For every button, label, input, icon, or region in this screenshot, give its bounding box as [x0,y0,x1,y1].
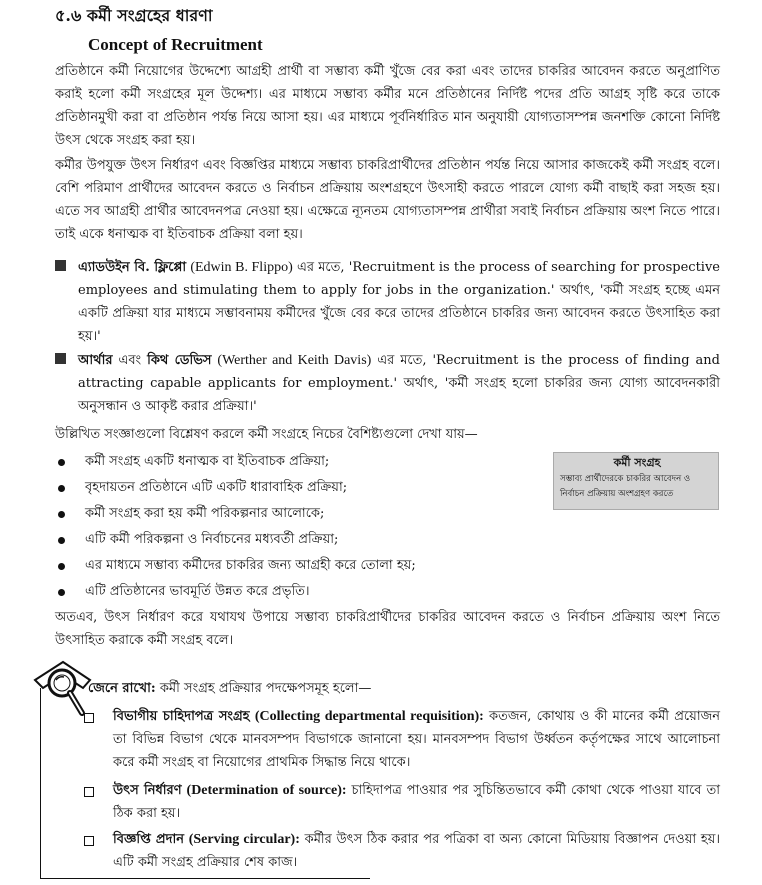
features-intro: উল্লিখিত সংজ্ঞাগুলো বিশ্লেষণ করলে কর্মী সংগ্রহে নিচের বৈশিষ্ট্যগুলো দেখা যায়— [55,427,478,442]
step-description: কর্মীর উৎস ঠিক করার পর পত্রিকা বা অন্য কোনো মিডিয়ায় বিজ্ঞাপন দেওয়া হয়। এটি কর্মী সংগ্রহ প্রক্রিয়ার শেষ কাজ। [113,832,720,870]
step-departmental-requisition [113,705,720,774]
margin-note-box [553,452,719,510]
werther-davis-quote-text: এর মতে, 'Recruitment is the process of finding and attracting capable applicants for employment.' অর্থাৎ, 'কর্মী সংগ্রহ হলো চাকরির জন্য যোগ্য আবেদনকারী অনুসন্ধান ও আকৃষ্ট করার প্রক্রিয়া।' [78,353,720,414]
step-title-english: (Serving circular): [188,832,300,847]
section-title-bengali: ৫.৬ কর্মী সংগ্রহের ধারণা [55,6,213,25]
list-item: এটি কর্মী পরিকল্পনা ও নির্বাচনের মধ্যবর্তী প্রক্রিয়া; [55,528,555,551]
step-title-english: (Collecting departmental requisition): [254,709,484,724]
step-title-bengali: উৎস নির্ধারণ [113,783,182,798]
note-border-bottom [40,878,370,879]
bullet-dot-icon [58,537,65,544]
square-bullet-icon [55,349,69,363]
step-serving-circular [113,828,720,874]
flippo-quote-text: এর মতে, 'Recruitment is the process of searching for prospective employees and stimulating them to apply for jobs in the organization.' অর্থাৎ, 'কর্মী সংগ্রহ হচ্ছে এমন একটি প্রক্রিয়া যার মাধ্যমে সম্ভাবনাময় কর্মীদের খুঁজে বের করে তাদের প্রতিষ্ঠানে চাকরির জন্য আবেদন করতে উৎসাহিত করা হয়।' [78,260,720,344]
list-item: এটি প্রতিষ্ঠানের ভাবমূর্তি উন্নত করে প্রভৃতি। [55,580,555,603]
werther-davis-quote [78,349,720,418]
davis-name-bengali: কিথ ডেভিস [147,353,212,368]
bullet-dot-icon [58,589,65,596]
margin-note-text: সম্ভাব্য প্রার্থীদেরকে চাকরির আবেদন ও নির্বাচন প্রক্রিয়ায় অংশগ্রহণ করতে [560,474,691,499]
flippo-quote [78,256,720,348]
note-heading [88,677,371,700]
square-bullet-icon [55,256,69,270]
bullet-dot-icon [58,459,65,466]
step-title-english: (Determination of source): [186,783,347,798]
bullet-dot-icon [58,485,65,492]
step-title-bengali: বিজ্ঞপ্তি প্রদান [113,832,184,847]
step-description: চাহিদাপত্র পাওয়ার পর সুচিন্তিতভাবে কর্মী কোথা থেকে পাওয়া যাবে তা ঠিক করা হয়। [113,783,721,821]
checkbox-bullet-icon [84,713,94,723]
conjunction: এবং [118,353,142,368]
list-item: এর মাধ্যমে সম্ভাব্য কর্মীদের চাকরির জন্য আগ্রহী করে তোলা হয়; [55,554,555,577]
checkbox-bullet-icon [84,787,94,797]
intro-paragraph: প্রতিষ্ঠানে কর্মী নিয়োগের উদ্দেশ্যে আগ্রহী প্রার্থী বা সম্ভাব্য কর্মী খুঁজে বের করা এবং তাদের চাকরির আবেদন করতে অনুপ্রাণিত করাই হলো কর্মী সংগ্রহের মূল উদ্দেশ্য। এর মাধ্যমে সম্ভাব্য কর্মীর মনে প্রতিষ্ঠানের নির্দিষ্ট পদের প্রতি আগ্রহ সৃষ্টি করে তাকে প্রতিষ্ঠানমুখী করা বা প্রতিষ্ঠান পর্যন্ত নিয়ে আসা হয়। এর মাধ্যমে পূর্বনির্ধারিত মান অনুযায়ী যোগ্যতাসম্পন্ন জনশক্তি কোনো নির্দিষ্ট উৎস থেকে সংগ্রহ করা হয়। [55,64,720,148]
bullet-dot-icon [58,563,65,570]
note-label: জেনে রাখো: [88,681,156,696]
list-item: কর্মী সংগ্রহ একটি ধনাত্মক বা ইতিবাচক প্রক্রিয়া; [55,450,555,473]
conclusion-paragraph: অতএব, উৎস নির্ধারণ করে যথাযথ উপায়ে সম্ভাব্য চাকরিপ্রার্থীদের চাকরির আবেদন করতে ও নির্বাচন প্রক্রিয়ায় অংশ নিতে উৎসাহিত করাকে কর্মী সংগ্রহ বলে। [55,610,720,648]
step-title-bengali: বিভাগীয় চাহিদাপত্র সংগ্রহ [113,709,250,724]
bullet-dot-icon [58,511,65,518]
definition-paragraph: কর্মীর উপযুক্ত উৎস নির্ধারণ এবং বিজ্ঞপ্তির মাধ্যমে সম্ভাব্য চাকরিপ্রার্থীদের প্রতিষ্ঠান পর্যন্ত নিয়ে আসার কাজকেই কর্মী সংগ্রহ বলে। বেশি পরিমাণ প্রার্থীদের আবেদন করতে ও নির্বাচন প্রক্রিয়ায় অংশগ্রহণে উৎসাহী করতে পারলে যোগ্য কর্মী বাছাই করা সহজ হয়। এতে সব আগ্রহী প্রার্থীর আবেদনপত্র নেওয়া হয়। এক্ষেত্রে ন্যূনতম যোগ্যতাসম্পন্ন প্রার্থীরা সবাই নির্বাচন প্রক্রিয়ায় অংশ নিতে পারে। তাই একে ধনাত্মক বা ইতিবাচক প্রক্রিয়া বলা হয়। [55,158,720,242]
list-item: কর্মী সংগ্রহ করা হয় কর্মী পরিকল্পনার আলোকে; [55,502,555,525]
list-item: বৃহদায়তন প্রতিষ্ঠানে এটি একটি ধারাবাহিক প্রক্রিয়া; [55,476,555,499]
werther-name-bengali: আর্থার [78,353,113,368]
step-description: কতজন, কোথায় ও কী মানের কর্মী প্রয়োজন তা বিভিন্ন বিভাগ থেকে মানবসম্পদ বিভাগকে জানানো হয়। মানবসম্পদ বিভাগ উর্ধ্বতন কর্তৃপক্ষের সাথে আলোচনা করে কর্মী সংগ্রহ বা নিয়োগের প্রাথমিক সিদ্ধান্ত নিয়ে থাকে। [113,709,720,770]
flippo-name-bengali: এ্যাডউইন বি. ফ্লিপ্পো [78,260,187,275]
flippo-name-english: (Edwin B. Flippo) [190,260,293,275]
step-determination-of-source [113,779,720,825]
section-title-english: Concept of Recruitment [88,35,263,54]
checkbox-bullet-icon [84,836,94,846]
note-intro-text: কর্মী সংগ্রহ প্রক্রিয়ার পদক্ষেপসমূহ হলো— [159,681,372,696]
werther-davis-name-english: (Werther and Keith Davis) [217,353,372,368]
margin-note-title: কর্মী সংগ্রহ [613,456,661,469]
